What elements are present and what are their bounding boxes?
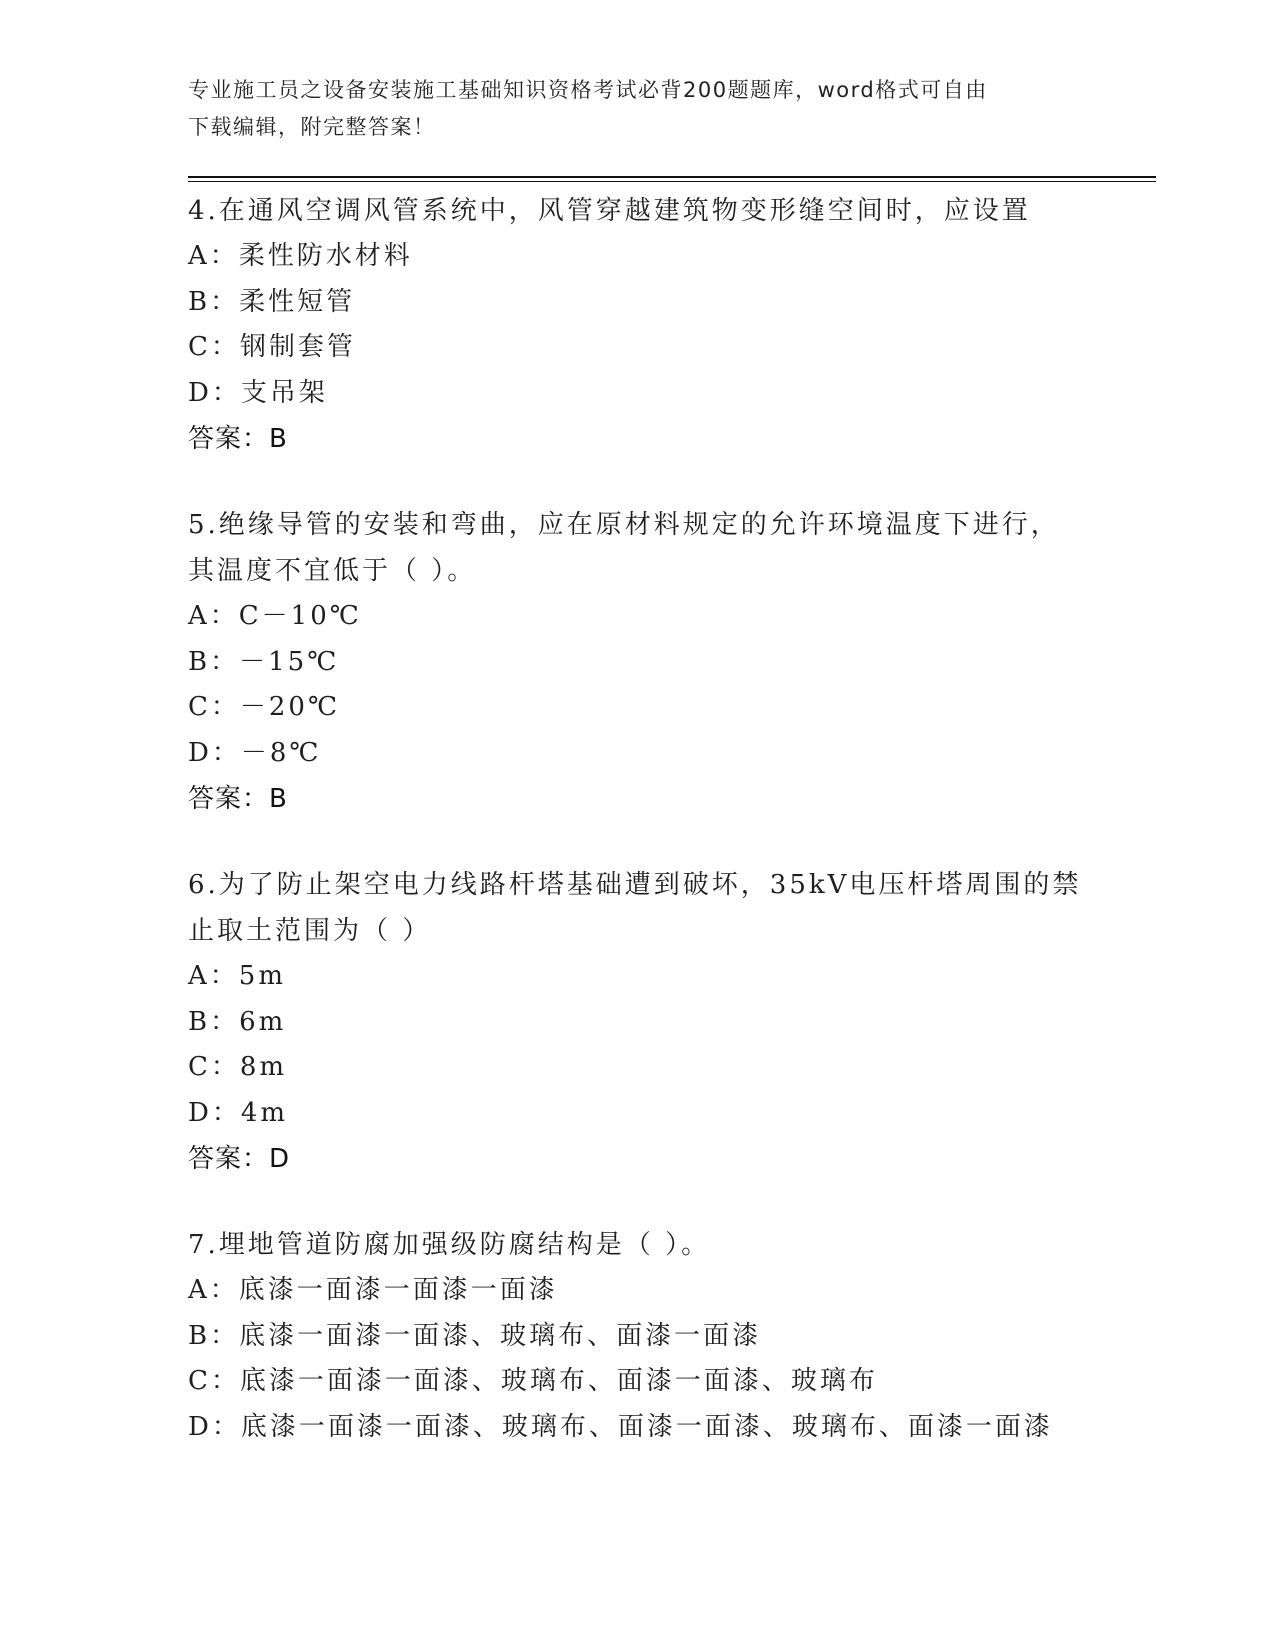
- header-line-1: 专业施工员之设备安装施工基础知识资格考试必背200题题库，word格式可自由: [188, 78, 988, 102]
- option-d: D：支吊架: [188, 377, 328, 408]
- question-7: [188, 1222, 1088, 1450]
- option-a: A：底漆一面漆一面漆一面漆: [188, 1275, 558, 1305]
- question-stem: 4.在通风空调风管系统中，风管穿越建筑物变形缝空间时，应设置: [188, 196, 1031, 226]
- option-b: B：底漆一面漆一面漆、玻璃布、面漆一面漆: [188, 1320, 762, 1351]
- option-d: D：4m: [188, 1097, 289, 1128]
- option-c: C：－20℃: [188, 692, 341, 722]
- option-a: A：柔性防水材料: [188, 241, 413, 271]
- question-stem: 5.绝缘导管的安装和弯曲，应在原材料规定的允许环境温度下进行，其温度不宜低于（ ）。: [188, 510, 1060, 586]
- answer-line: 答案：B: [188, 424, 288, 454]
- question-stem: 7.埋地管道防腐加强级防腐结构是（ ）。: [188, 1230, 711, 1260]
- answer-line: 答案：D: [188, 1144, 291, 1174]
- option-b: B：柔性短管: [188, 286, 356, 317]
- header-divider-thick: [188, 176, 1156, 178]
- question-5: [188, 502, 1088, 822]
- question-6: [188, 862, 1088, 1182]
- option-d: D：底漆一面漆一面漆、玻璃布、面漆一面漆、玻璃布、面漆一面漆: [188, 1411, 1053, 1442]
- header-divider-thin: [188, 181, 1156, 182]
- header-line-2: 下载编辑，附完整答案！: [188, 115, 436, 139]
- option-b: B：－15℃: [188, 646, 340, 677]
- document-header: [188, 72, 1088, 146]
- option-b: B：6m: [188, 1006, 287, 1037]
- option-c: C：8m: [188, 1052, 288, 1082]
- option-a: A：C－10℃: [188, 601, 362, 631]
- option-c: C：钢制套管: [188, 332, 356, 362]
- option-c: C：底漆一面漆一面漆、玻璃布、面漆一面漆、玻璃布: [188, 1366, 878, 1396]
- question-stem: 6.为了防止架空电力线路杆塔基础遭到破坏，35kV电压杆塔周围的禁止取土范围为（ ）: [188, 870, 1082, 946]
- option-a: A：5m: [188, 961, 286, 991]
- question-list: [188, 188, 1088, 1490]
- answer-line: 答案：B: [188, 784, 288, 814]
- question-4: [188, 188, 1088, 462]
- option-d: D：－8℃: [188, 737, 322, 768]
